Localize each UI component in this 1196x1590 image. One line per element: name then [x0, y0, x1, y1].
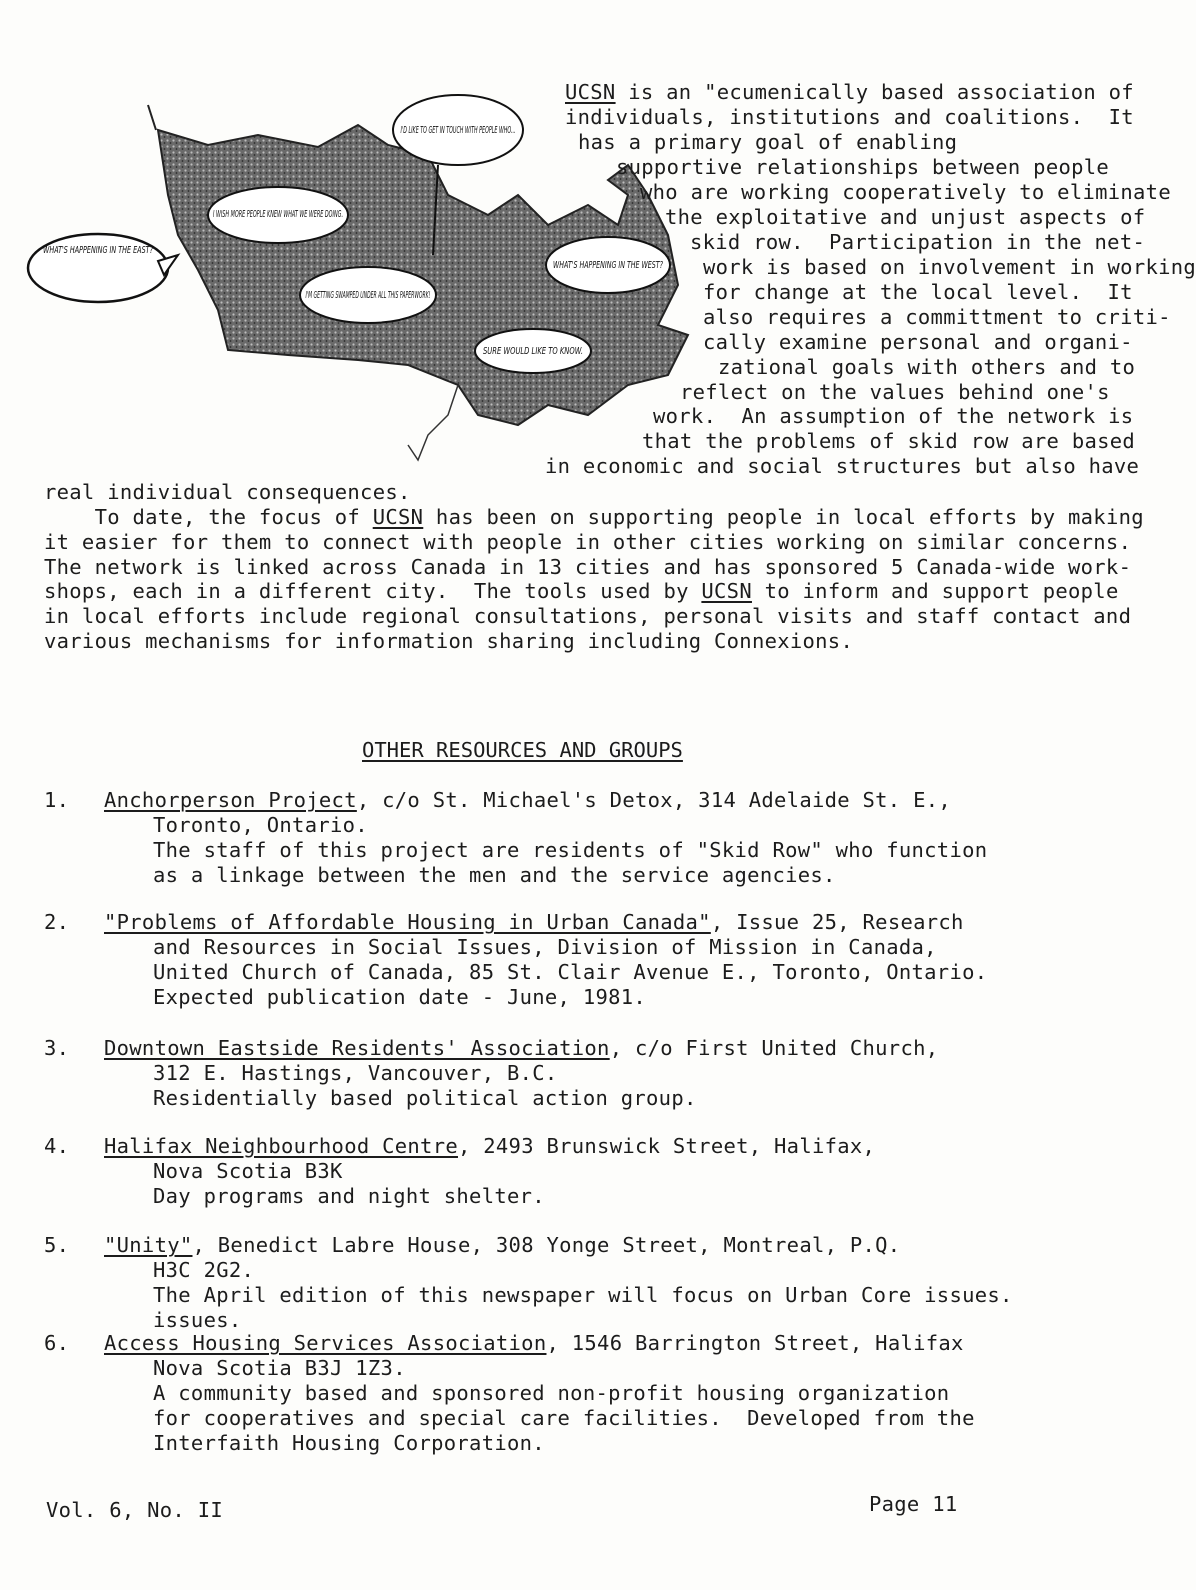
line-text: skid row. Participation in the net- — [690, 230, 1146, 254]
line-text: for change at the local level. It — [703, 280, 1133, 304]
resource-detail-line: The staff of this project are residents of "Skid Row" who function — [153, 838, 988, 862]
bubble-text-know: SURE WOULD LIKE TO KNOW. — [483, 346, 583, 357]
line-text: various mechanisms for information sharing including Connexions. — [44, 629, 854, 653]
line-text: , c/o St. Michael's Detox, 314 Adelaide St. E., — [356, 788, 952, 812]
line-text: in local efforts include regional consultations, personal visits and staff contact and — [44, 604, 1132, 628]
line-text: who are working cooperatively to eliminate — [640, 180, 1171, 204]
intro-line — [703, 330, 1133, 355]
line-text: zational goals with others and to — [718, 355, 1136, 379]
resource-number: 3. — [44, 1036, 70, 1060]
resource-detail-line: Day programs and night shelter. — [153, 1184, 545, 1208]
intro-line — [565, 105, 1134, 130]
line-text: , Issue 25, Research — [710, 910, 964, 934]
resource-detail-line: Residentially based political action group. — [153, 1086, 697, 1110]
line-text: real individual consequences. — [44, 480, 411, 504]
resource-number: 6. — [44, 1331, 70, 1355]
intro-line — [44, 555, 1131, 580]
line-text: it easier for them to connect with people in other cities working on similar concerns. — [44, 530, 1132, 554]
underlined-title: "Unity" — [104, 1233, 193, 1257]
intro-line — [642, 429, 1135, 454]
line-text: individuals, institutions and coalitions. It — [565, 105, 1134, 129]
bubble-text-west: WHAT'S HAPPENING IN THE WEST? — [553, 260, 664, 271]
line-text: To date, the focus of — [44, 505, 373, 529]
underlined-title: Halifax Neighbourhood Centre — [104, 1134, 458, 1158]
resource-number: 2. — [44, 910, 70, 934]
intro-line — [703, 305, 1171, 330]
resource-detail-line: H3C 2G2. — [153, 1258, 255, 1282]
resource-title-line — [104, 1134, 875, 1159]
line-text: has a primary goal of enabling — [578, 130, 958, 154]
speech-bubble-wish — [208, 187, 348, 243]
line-text: the exploitative and unjust aspects of — [665, 205, 1146, 229]
line-text: shops, each in a different city. The tools used by — [44, 579, 702, 603]
intro-line — [44, 530, 1131, 555]
intro-line — [653, 404, 1133, 429]
line-text: in economic and social structures but also have — [545, 454, 1140, 478]
intro-line — [703, 280, 1133, 305]
resource-detail-line: issues. — [153, 1308, 242, 1332]
line-text: also requires a committment to criti- — [703, 305, 1171, 329]
line-text: that the problems of skid row are based — [642, 429, 1136, 453]
intro-line — [44, 579, 1119, 604]
underlined-title: UCSN — [565, 80, 616, 104]
resource-title-line — [104, 1233, 900, 1258]
resource-detail-line: A community based and sponsored non-profit housing organization — [153, 1381, 950, 1405]
line-text: cally examine personal and organi- — [703, 330, 1133, 354]
intro-line — [44, 604, 1131, 629]
page-number: Page 11 — [869, 1492, 958, 1516]
speech-bubble-east — [28, 234, 178, 302]
resource-detail-line: Toronto, Ontario. — [153, 813, 368, 837]
intro-line — [44, 629, 853, 654]
resource-detail-line: for cooperatives and special care facilities. Developed from the — [153, 1406, 975, 1430]
intro-line — [703, 255, 1196, 280]
intro-line — [616, 155, 1109, 180]
resource-detail-line: Expected publication date - June, 1981. — [153, 985, 647, 1009]
bubble-text-wish: I WISH MORE PEOPLE KNEW WHAT WE WERE DOING. — [213, 209, 343, 220]
intro-line — [44, 505, 1144, 530]
line-text: work. An assumption of the network is — [653, 404, 1134, 428]
line-text: is an "ecumenically based association of — [615, 80, 1134, 104]
resource-detail-line: Nova Scotia B3K — [153, 1159, 343, 1183]
intro-line — [578, 130, 957, 155]
resource-detail-line: 312 E. Hastings, Vancouver, B.C. — [153, 1061, 558, 1085]
intro-line — [44, 480, 411, 505]
line-text: supportive relationships between people — [616, 155, 1110, 179]
section-heading: OTHER RESOURCES AND GROUPS — [362, 738, 683, 762]
line-text: , 2493 Brunswick Street, Halifax, — [457, 1134, 876, 1158]
speech-bubble-know — [475, 329, 591, 373]
resource-number: 5. — [44, 1233, 70, 1257]
speech-bubble-paperwork — [300, 267, 436, 323]
intro-line — [545, 454, 1139, 479]
line-text: work is based on involvement in working — [703, 255, 1196, 279]
bubble-text-east: WHAT'S HAPPENING IN THE EAST? — [43, 245, 154, 256]
resource-detail-line: and Resources in Social Issues, Division of Mission in Canada, — [153, 935, 937, 959]
intro-line — [680, 380, 1110, 405]
resource-number: 4. — [44, 1134, 70, 1158]
resource-detail-line: as a linkage between the men and the service agencies. — [153, 863, 836, 887]
line-text: has been on supporting people in local efforts by making — [423, 505, 1144, 529]
intro-line — [690, 230, 1145, 255]
line-text: reflect on the values behind one's — [680, 380, 1110, 404]
underlined-title: UCSN — [372, 505, 424, 529]
resource-detail-line: Nova Scotia B3J 1Z3. — [153, 1356, 406, 1380]
resource-number: 1. — [44, 788, 70, 812]
bubble-text-touch: I'D LIKE TO GET IN TOUCH WITH PEOPLE WHO... — [400, 125, 516, 136]
resource-title-line — [104, 1036, 938, 1061]
line-text: , 1546 Barrington Street, Halifax — [546, 1331, 964, 1355]
volume-number: Vol. 6, No. II — [46, 1498, 223, 1522]
resource-detail-line: The April edition of this newspaper will focus on Urban Core issues. — [153, 1283, 1013, 1307]
line-text: The network is linked across Canada in 13 cities and has sponsored 5 Canada-wide work- — [44, 555, 1132, 579]
resource-title-line — [104, 788, 951, 813]
speech-bubble-west — [546, 237, 670, 293]
resource-detail-line: United Church of Canada, 85 St. Clair Avenue E., Toronto, Ontario. — [153, 960, 988, 984]
intro-line — [718, 355, 1135, 380]
resource-title-line — [104, 910, 964, 935]
underlined-title: "Problems of Affordable Housing in Urban Canada" — [104, 910, 711, 934]
intro-line — [640, 180, 1171, 205]
line-text: to inform and support people — [751, 579, 1119, 603]
intro-line — [565, 80, 1134, 105]
underlined-title: Downtown Eastside Residents' Association — [104, 1036, 610, 1060]
underlined-title: UCSN — [701, 579, 752, 603]
line-text: , Benedict Labre House, 308 Yonge Street, Montreal, P.Q. — [192, 1233, 901, 1257]
intro-line — [665, 205, 1145, 230]
underlined-title: Access Housing Services Association — [104, 1331, 547, 1355]
resource-detail-line: Interfaith Housing Corporation. — [153, 1431, 545, 1455]
bubble-text-paperwork: I'M GETTING SWAMPED UNDER ALL THIS PAPERWORK! — [305, 290, 431, 301]
resource-title-line — [104, 1331, 964, 1356]
underlined-title: Anchorperson Project — [104, 788, 357, 812]
line-text: , c/o First United Church, — [609, 1036, 939, 1060]
